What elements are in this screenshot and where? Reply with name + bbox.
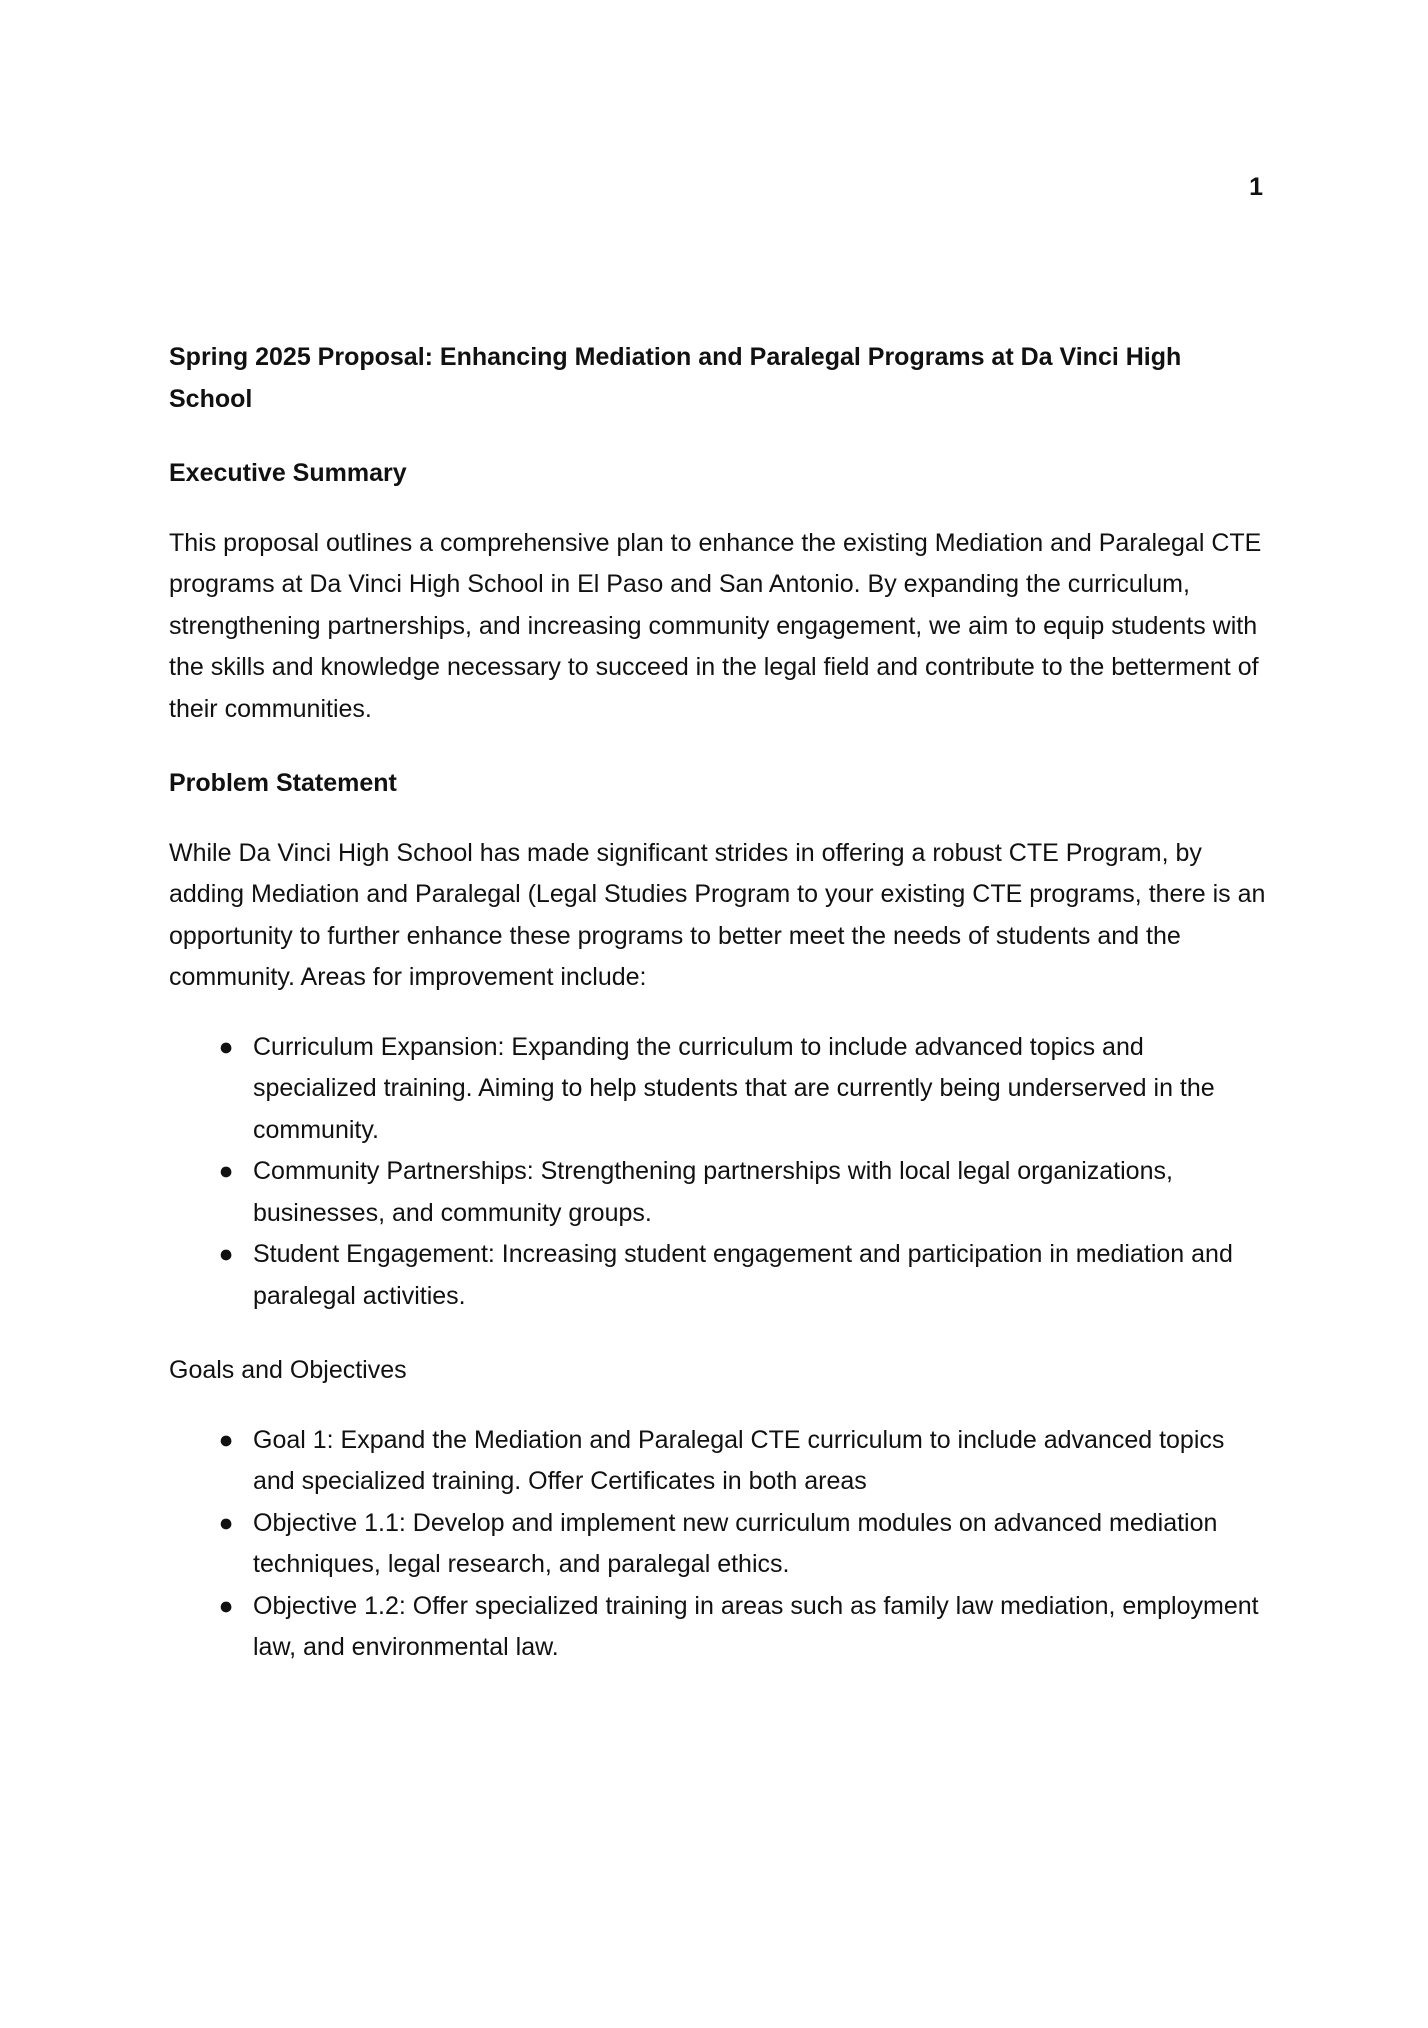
- bullet-icon: ●: [218, 1591, 234, 1620]
- list-item-text: Curriculum Expansion: Expanding the curriculum to include advanced topics and specialized training. Aiming to help students that are currently being underserved in the community.: [253, 1032, 1215, 1144]
- list-item-text: Community Partnerships: Strengthening partnerships with local legal organizations, businesses, and community groups.: [253, 1157, 1173, 1227]
- document-body: [169, 337, 1269, 1669]
- improvement-areas-list: [169, 1027, 1269, 1318]
- list-item-text: Objective 1.2: Offer specialized training in areas such as family law mediation, employment law, and environmental law.: [253, 1591, 1259, 1661]
- document-title: Spring 2025 Proposal: Enhancing Mediation and Paralegal Programs at Da Vinci High School: [169, 343, 1182, 413]
- bullet-icon: ●: [218, 1032, 234, 1061]
- problem-statement-heading: Problem Statement: [169, 769, 397, 797]
- bullet-icon: ●: [218, 1157, 234, 1185]
- executive-summary-text: This proposal outlines a comprehensive plan to enhance the existing Mediation and Paralegal CTE programs at Da Vinci High School in El Paso and San Antonio. By expanding the curriculum, strengthening partnerships, and increasing community engagement, we aim to equip students with the skills and knowledge necessary to succeed in the legal field and contribute to the betterment of their communities.: [169, 528, 1262, 723]
- bullet-icon: ●: [218, 1425, 234, 1454]
- executive-summary-heading: Executive Summary: [169, 459, 407, 487]
- bullet-icon: ●: [218, 1508, 234, 1537]
- list-item: [169, 1420, 1269, 1503]
- goals-list: [169, 1420, 1269, 1669]
- list-item: [169, 1234, 1269, 1317]
- list-item-text: Objective 1.1: Develop and implement new curriculum modules on advanced mediation techniques, legal research, and paralegal ethics.: [253, 1508, 1218, 1578]
- list-item: [169, 1027, 1269, 1152]
- list-item: [169, 1151, 1269, 1234]
- goals-heading: Goals and Objectives: [169, 1356, 407, 1384]
- page-number: 1: [1249, 173, 1263, 201]
- problem-statement-text: While Da Vinci High School has made significant strides in offering a robust CTE Program, by adding Mediation and Paralegal (Legal Studies Program to your existing CTE programs, there is an opportunity to further enhance these programs to better meet the needs of students and the community. Areas for improvement include:: [169, 838, 1266, 991]
- list-item: [169, 1503, 1269, 1586]
- list-item: [169, 1586, 1269, 1669]
- list-item-text: Goal 1: Expand the Mediation and Paralegal CTE curriculum to include advanced topics and specialized training. Offer Certificates in both areas: [253, 1425, 1225, 1495]
- list-item-text: Student Engagement: Increasing student engagement and participation in mediation and paralegal activities.: [253, 1240, 1233, 1310]
- bullet-icon: ●: [218, 1240, 234, 1268]
